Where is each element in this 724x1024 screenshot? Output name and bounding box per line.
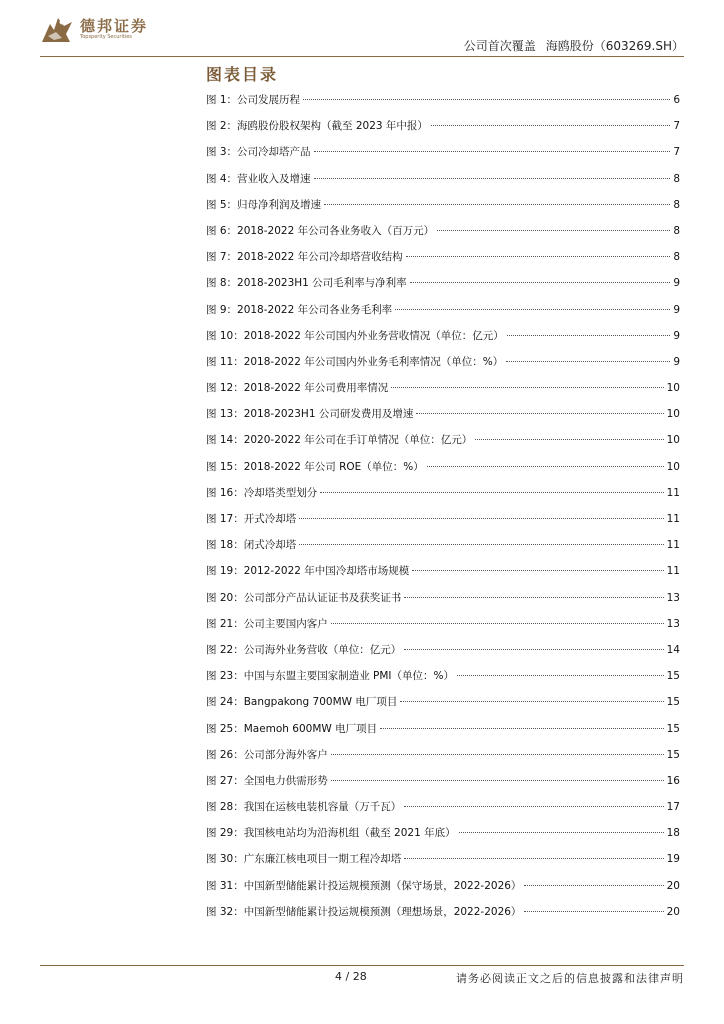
- toc-entry[interactable]: [206, 459, 680, 485]
- toc-leader-dots: [524, 911, 663, 912]
- toc-entry-label: 图 3：公司冷却塔产品: [206, 146, 311, 159]
- toc-entry-page: 18: [666, 827, 680, 840]
- toc-entry-page: 15: [666, 696, 680, 709]
- toc-entry-label: 图 19：2012-2022 年中国冷却塔市场规模: [206, 565, 410, 578]
- toc-leader-dots: [406, 256, 671, 257]
- brand-name: 德邦证券: [80, 17, 149, 35]
- toc-entry-label: 图 21：公司主要国内客户: [206, 617, 328, 630]
- toc-entry[interactable]: [206, 616, 680, 642]
- report-type: 公司首次覆盖: [463, 39, 536, 53]
- toc-entry-label: 图 2：海鸥股份股权架构（截至 2023 年中报）: [206, 120, 428, 133]
- toc-entry[interactable]: [206, 878, 680, 904]
- toc-entry-label: 图 6：2018-2022 年公司各业务收入（百万元）: [206, 224, 435, 237]
- toc-entry-label: 图 1：公司发展历程: [206, 94, 301, 106]
- toc-entry[interactable]: [206, 118, 680, 144]
- toc-entry[interactable]: [206, 747, 680, 773]
- toc-leader-dots: [320, 492, 663, 493]
- toc-entry-page: 11: [666, 565, 680, 578]
- toc-leader-dots: [457, 675, 664, 676]
- toc-entry-label: 图 22：公司海外业务营收（单位：亿元）: [206, 643, 402, 656]
- toc-entry-label: 图 25：Maemoh 600MW 电厂项目: [206, 722, 378, 735]
- toc-entry[interactable]: [206, 249, 680, 275]
- brand-logo-icon: [40, 14, 74, 44]
- toc-leader-dots: [314, 178, 671, 179]
- toc-entry-label: 图 5：归母净利润及增速: [206, 198, 322, 211]
- toc-entry[interactable]: [206, 721, 680, 747]
- toc-entry-label: 图 8：2018-2023H1 公司毛利率与净利率: [206, 277, 407, 290]
- toc-entry-label: 图 9：2018-2022 年公司各业务毛利率: [206, 303, 393, 316]
- toc-entry-page: 16: [666, 774, 680, 787]
- toc-leader-dots: [331, 780, 664, 781]
- toc-entry-label: 图 27：全国电力供需形势: [206, 774, 328, 787]
- toc-entry[interactable]: [206, 406, 680, 432]
- footer-divider: [40, 965, 684, 966]
- toc-entry-page: 11: [666, 486, 680, 499]
- toc-entry-label: 图 15：2018-2022 年公司 ROE（单位：%）: [206, 460, 424, 473]
- toc-entry[interactable]: [206, 171, 680, 197]
- toc-leader-dots: [404, 649, 663, 650]
- toc-entry-page: 9: [673, 355, 680, 368]
- toc-entry-label: 图 31：中国新型储能累计投运规模预测（保守场景，2022-2026）: [206, 879, 522, 892]
- toc-entry-label: 图 20：公司部分产品认证证书及获奖证书: [206, 591, 402, 604]
- toc-entry-page: 8: [673, 198, 680, 211]
- toc-entry-label: 图 23：中国与东盟主要国家制造业 PMI（单位：%）: [206, 670, 455, 683]
- legal-disclaimer: 请务必阅读正文之后的信息披露和法律声明: [456, 972, 684, 985]
- toc-leader-dots: [459, 832, 664, 833]
- toc-entry-label: 图 16：冷却塔类型划分: [206, 486, 318, 499]
- toc-entry-label: 图 29：我国核电站均为沿海机组（截至 2021 年底）: [206, 827, 456, 840]
- toc-entry-page: 10: [666, 434, 680, 447]
- toc-entry[interactable]: [206, 223, 680, 249]
- toc-entry-label: 图 10：2018-2022 年公司国内外业务营收情况（单位：亿元）: [206, 329, 504, 342]
- toc-leader-dots: [299, 544, 663, 545]
- toc-entry-page: 15: [666, 722, 680, 735]
- toc-leader-dots: [507, 335, 671, 336]
- header-divider: [40, 56, 684, 57]
- toc-entry[interactable]: [206, 92, 680, 118]
- figure-toc: [206, 92, 680, 930]
- toc-entry[interactable]: [206, 197, 680, 223]
- toc-entry[interactable]: [206, 773, 680, 799]
- toc-entry-page: 20: [666, 879, 680, 892]
- toc-entry[interactable]: [206, 563, 680, 589]
- toc-entry-page: 11: [666, 539, 680, 552]
- toc-leader-dots: [416, 413, 663, 414]
- toc-leader-dots: [404, 806, 663, 807]
- toc-entry[interactable]: [206, 825, 680, 851]
- toc-entry-page: 11: [666, 513, 680, 525]
- toc-entry-label: 图 24：Bangpakong 700MW 电厂项目: [206, 696, 398, 709]
- toc-leader-dots: [475, 439, 663, 440]
- toc-leader-dots: [331, 754, 664, 755]
- toc-entry-page: 7: [673, 146, 680, 159]
- toc-entry-page: 10: [666, 408, 680, 421]
- toc-entry-label: 图 17：开式冷却塔: [206, 513, 297, 525]
- toc-entry-page: 9: [673, 303, 680, 316]
- toc-entry[interactable]: [206, 537, 680, 563]
- toc-leader-dots: [404, 597, 663, 598]
- toc-entry-page: 9: [673, 277, 680, 290]
- toc-entry-label: 图 4：营业收入及增速: [206, 172, 311, 185]
- toc-entry[interactable]: [206, 851, 680, 877]
- toc-entry-label: 图 14：2020-2022 年公司在手订单情况（单位：亿元）: [206, 434, 473, 447]
- toc-entry-page: 10: [666, 460, 680, 473]
- toc-entry[interactable]: [206, 642, 680, 668]
- toc-entry-label: 图 26：公司部分海外客户: [206, 748, 328, 761]
- toc-entry-page: 8: [673, 172, 680, 185]
- toc-entry-page: 15: [666, 670, 680, 683]
- company-name: 海鸥股份（603269.SH）: [545, 39, 684, 53]
- toc-entry[interactable]: [206, 590, 680, 616]
- toc-entry-page: 7: [673, 120, 680, 133]
- toc-entry-label: 图 13：2018-2023H1 公司研发费用及增速: [206, 408, 414, 421]
- toc-entry-page: 13: [666, 617, 680, 630]
- page-header: [0, 0, 724, 62]
- page-title: 图表目录: [206, 65, 279, 84]
- toc-entry[interactable]: [206, 904, 680, 930]
- toc-entry-page: 6: [673, 94, 680, 106]
- page-number: 4 / 28: [335, 970, 367, 983]
- toc-entry[interactable]: [206, 380, 680, 406]
- toc-leader-dots: [331, 623, 664, 624]
- toc-entry-page: 20: [666, 905, 680, 918]
- toc-leader-dots: [324, 204, 670, 205]
- toc-leader-dots: [412, 570, 663, 571]
- toc-entry-page: 9: [673, 329, 680, 342]
- toc-entry-page: 10: [666, 382, 680, 395]
- toc-leader-dots: [437, 230, 670, 231]
- toc-entry[interactable]: [206, 354, 680, 380]
- toc-entry-label: 图 12：2018-2022 年公司费用率情况: [206, 382, 389, 395]
- toc-entry[interactable]: [206, 511, 680, 537]
- report-info: [464, 37, 684, 54]
- brand-subtitle: Topsperity Securities: [80, 34, 132, 40]
- toc-entry-page: 17: [666, 801, 680, 814]
- toc-entry-page: 8: [673, 224, 680, 237]
- toc-leader-dots: [299, 518, 663, 519]
- toc-entry-page: 13: [666, 591, 680, 604]
- toc-leader-dots: [427, 466, 664, 467]
- toc-entry[interactable]: [206, 144, 680, 170]
- toc-leader-dots: [524, 885, 663, 886]
- toc-leader-dots: [303, 99, 670, 100]
- toc-leader-dots: [395, 309, 670, 310]
- toc-entry[interactable]: [206, 432, 680, 458]
- toc-entry[interactable]: [206, 668, 680, 694]
- toc-leader-dots: [506, 361, 670, 362]
- toc-leader-dots: [410, 282, 671, 283]
- toc-entry-page: 15: [666, 748, 680, 761]
- toc-entry[interactable]: [206, 485, 680, 511]
- toc-entry-label: 图 32：中国新型储能累计投运规模预测（理想场景，2022-2026）: [206, 905, 522, 918]
- toc-leader-dots: [404, 858, 663, 859]
- toc-entry-label: 图 7：2018-2022 年公司冷却塔营收结构: [206, 251, 403, 264]
- toc-entry-page: 19: [666, 853, 680, 866]
- toc-leader-dots: [400, 701, 663, 702]
- toc-leader-dots: [391, 387, 663, 388]
- toc-entry-page: 8: [673, 251, 680, 264]
- toc-entry[interactable]: [206, 275, 680, 301]
- toc-leader-dots: [314, 151, 671, 152]
- toc-entry[interactable]: [206, 328, 680, 354]
- toc-entry[interactable]: [206, 799, 680, 825]
- toc-entry[interactable]: [206, 302, 680, 328]
- toc-entry-label: 图 18：闭式冷却塔: [206, 539, 297, 552]
- toc-leader-dots: [431, 125, 670, 126]
- toc-entry-label: 图 30：广东廉江核电项目一期工程冷却塔: [206, 853, 402, 866]
- brand-logo: [40, 14, 180, 46]
- toc-entry[interactable]: [206, 694, 680, 720]
- toc-entry-page: 14: [666, 643, 680, 656]
- toc-entry-label: 图 11：2018-2022 年公司国内外业务毛利率情况（单位：%）: [206, 355, 504, 368]
- toc-entry-label: 图 28：我国在运核电装机容量（万千瓦）: [206, 801, 402, 814]
- toc-leader-dots: [380, 728, 664, 729]
